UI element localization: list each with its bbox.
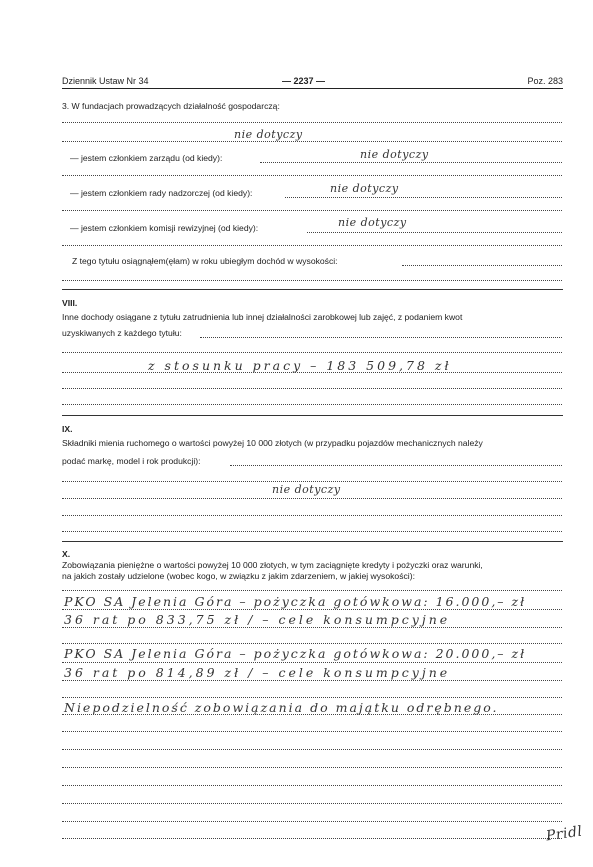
signature-initials: Pridl — [545, 823, 584, 845]
answer-line — [260, 162, 562, 163]
section-8-text: Inne dochody osiągane z tytułu zatrudnienia lub innej działalności zarobkowej lub zajęć, z podaniem kwot — [62, 312, 463, 322]
section-9-text: Składniki mienia ruchomego o wartości powyżej 10 000 złotych (w przypadku pojazdów mechanicznych należy — [62, 438, 483, 448]
section-8-text: uzyskiwanych z każdego tytułu: — [62, 328, 182, 338]
answer-line — [62, 714, 562, 715]
answer-line — [62, 680, 562, 681]
answer-line — [62, 388, 562, 389]
section-9-text: podać markę, model i rok produkcji): — [62, 456, 201, 466]
answer-line — [62, 697, 562, 698]
answer-line — [62, 372, 562, 373]
section-10-text: Zobowiązania pieniężne o wartości powyżej 10 000 złotych, w tym zaciągnięte kredyty i pożyczki oraz warunki, — [62, 560, 483, 570]
answer-line — [62, 175, 562, 176]
answer-line — [62, 838, 562, 839]
handwritten-answer: nie dotyczy — [234, 128, 303, 141]
header-rule — [62, 88, 563, 89]
handwritten-answer: PKO SA Jelenia Góra – pożyczka gotówkowa: 16.000,– zł — [64, 594, 527, 609]
answer-line — [62, 352, 562, 353]
answer-line — [62, 731, 562, 732]
answer-line — [402, 265, 562, 266]
income-label: Z tego tytułu osiągnąłem(ęłam) w roku ubiegłym dochód w wysokości: — [72, 256, 338, 266]
answer-line — [285, 197, 562, 198]
answer-line — [62, 749, 562, 750]
answer-line — [62, 404, 562, 405]
handwritten-answer: z stosunku pracy – 183 509,78 zł — [148, 358, 452, 373]
answer-line — [62, 821, 562, 822]
answer-line — [62, 141, 562, 142]
section-10-text: na jakich zostały udzielone (wobec kogo, w związku z jakim zdarzeniem, w jakiej wysokości): — [62, 571, 415, 581]
answer-line — [62, 767, 562, 768]
handwritten-answer: PKO SA Jelenia Góra – pożyczka gotówkowa: 20.000,– zł — [64, 646, 527, 661]
answer-line — [62, 531, 562, 532]
answer-line — [62, 803, 562, 804]
handwritten-answer: nie dotyczy — [360, 148, 429, 161]
answer-line — [62, 662, 562, 663]
section-10-number: X. — [62, 549, 71, 559]
section-8-number: VIII. — [62, 298, 78, 308]
section-divider — [62, 415, 563, 416]
answer-line — [307, 232, 562, 233]
handwritten-answer: nie dotyczy — [272, 483, 341, 496]
section-divider — [62, 541, 563, 542]
audit-committee-label: — jestem członkiem komisji rewizyjnej (od kiedy): — [70, 223, 259, 233]
answer-line — [62, 515, 562, 516]
section-9-number: IX. — [62, 424, 73, 434]
answer-line — [62, 481, 562, 482]
board-member-label: — jestem członkiem zarządu (od kiedy): — [70, 153, 223, 163]
answer-line — [230, 465, 562, 466]
answer-line — [62, 785, 562, 786]
answer-line — [62, 280, 562, 281]
handwritten-answer: Niepodzielność zobowiązania do majątku odrębnego. — [64, 700, 499, 715]
answer-line — [62, 627, 562, 628]
handwritten-answer: 36 rat po 833,75 zł / – cele konsumpcyjne — [64, 612, 451, 627]
answer-line — [200, 337, 562, 338]
supervisory-board-label: — jestem członkiem rady nadzorczej (od kiedy): — [70, 188, 253, 198]
answer-line — [62, 590, 562, 591]
answer-line — [62, 122, 562, 123]
handwritten-answer: nie dotyczy — [338, 216, 407, 229]
handwritten-answer: nie dotyczy — [330, 182, 399, 195]
section-3-title: 3. W fundacjach prowadzących działalność gospodarczą: — [62, 101, 280, 111]
answer-line — [62, 643, 562, 644]
answer-line — [62, 498, 562, 499]
answer-line — [62, 245, 562, 246]
page-number: — 2237 — — [282, 76, 326, 86]
section-divider — [62, 289, 563, 290]
position-number: Poz. 283 — [527, 76, 563, 86]
journal-title: Dziennik Ustaw Nr 34 — [62, 76, 149, 86]
answer-line — [62, 210, 562, 211]
answer-line — [62, 609, 562, 610]
handwritten-answer: 36 rat po 814,89 zł / – cele konsumpcyjne — [64, 665, 451, 680]
